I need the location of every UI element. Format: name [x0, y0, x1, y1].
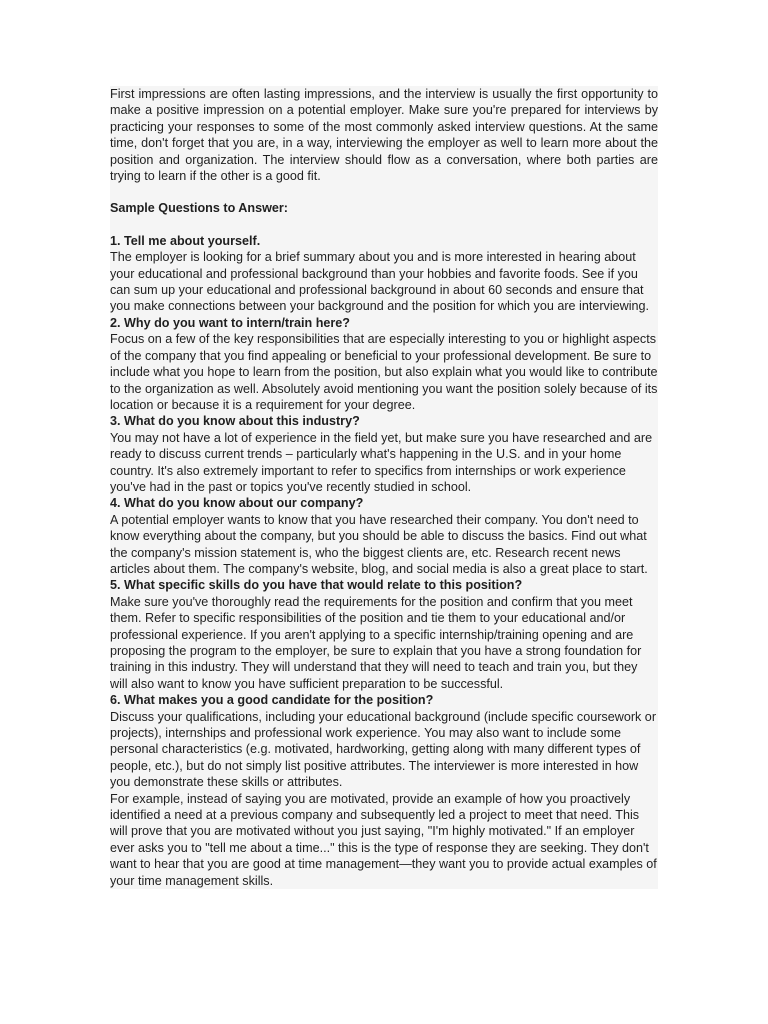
question-body: The employer is looking for a brief summary about you and is more interested in hearing about your educational and professional background than your hobbies and favorite foods. See if you can sum up your educational and professional background in about 60 seconds and ensure that you make connections between your background and the position for which you are interviewing. [110, 250, 650, 314]
question-body: Focus on a few of the key responsibilities that are especially interesting to you or highlight aspects of the company that you find appealing or beneficial to your professional development. Be sure to include what you hope to learn from the position, but also explain what you would like to contribute to the organization as well. Absolutely avoid mentioning you want the position solely because of its location or because it is a requirement for your degree. [110, 332, 658, 412]
question-list [110, 233, 658, 791]
question-title: 5. What specific skills do you have that would relate to this position? [110, 578, 523, 593]
question-body: You may not have a lot of experience in the field yet, but make sure you have researched and are ready to discuss current trends – particularly what's happening in the U.S. and in your home country. It's also extremely important to refer to specifics from internships or work experience you've had in the past or topics you've recently studied in school. [110, 430, 653, 494]
question-title: 1. Tell me about yourself. [110, 233, 261, 248]
question-body: A potential employer wants to know that you have researched their company. You don't need to know everything about the company, but you should be able to discuss the basics. Find out what the company's mission statement is, who the biggest clients are, etc. Research recent news articles about them. The company's website, blog, and social media is also a great place to start. [110, 512, 648, 576]
question-item [110, 233, 658, 315]
question-item [110, 315, 658, 413]
question-title: 6. What makes you a good candidate for the position? [110, 693, 434, 708]
question-title: 4. What do you know about our company? [110, 496, 364, 511]
question-body: Discuss your qualifications, including your educational background (include specific coursework or projects), internships and professional work experience. You may also want to include some personal characteristics (e.g. motivated, hardworking, getting along with many different types of people, etc.), but do not simply list positive attributes. The interviewer is more interested in how you demonstrate these skills or attributes. [110, 709, 657, 790]
section-heading: Sample Questions to Answer: [110, 201, 288, 216]
question-item [110, 577, 658, 692]
intro-paragraph: First impressions are often lasting impressions, and the interview is usually the first opportunity to make a positive impression on a potential employer. Make sure you're prepared for interviews by practicing your responses to some of the most commonly asked interview questions. At the same time, don't forget that you are, in a way, interviewing the employer as well to learn more about the position and organization. The interview should flow as a conversation, where both parties are trying to learn if the other is a good fit. [110, 87, 658, 184]
question-title: 3. What do you know about this industry? [110, 414, 360, 429]
question-body: Make sure you've thoroughly read the requirements for the position and confirm that you meet them. Refer to specific responsibilities of the position and tie them to your educational and/or professional experience. If you aren't applying to a specific internship/training opening and are proposing the program to the employer, be sure to explain that you have a strong foundation for training in this industry. They will understand that they will need to teach and train you, but they will also want to know you have sufficient preparation to be successful. [110, 594, 642, 691]
question-title: 2. Why do you want to intern/train here? [110, 315, 350, 330]
question-item [110, 413, 658, 495]
closing-paragraph: For example, instead of saying you are motivated, provide an example of how you proactively identified a need at a previous company and subsequently led a project to meet that need. This will prove that you are motivated without you just saying, "I'm highly motivated." If an employer ever asks you to "tell me about a time..." this is the type of response they are seeking. They don't want to hear that you are good at time management—they want you to provide actual examples of your time management skills. [110, 791, 657, 888]
document-content [110, 86, 658, 889]
question-item [110, 692, 658, 790]
question-item [110, 495, 658, 577]
